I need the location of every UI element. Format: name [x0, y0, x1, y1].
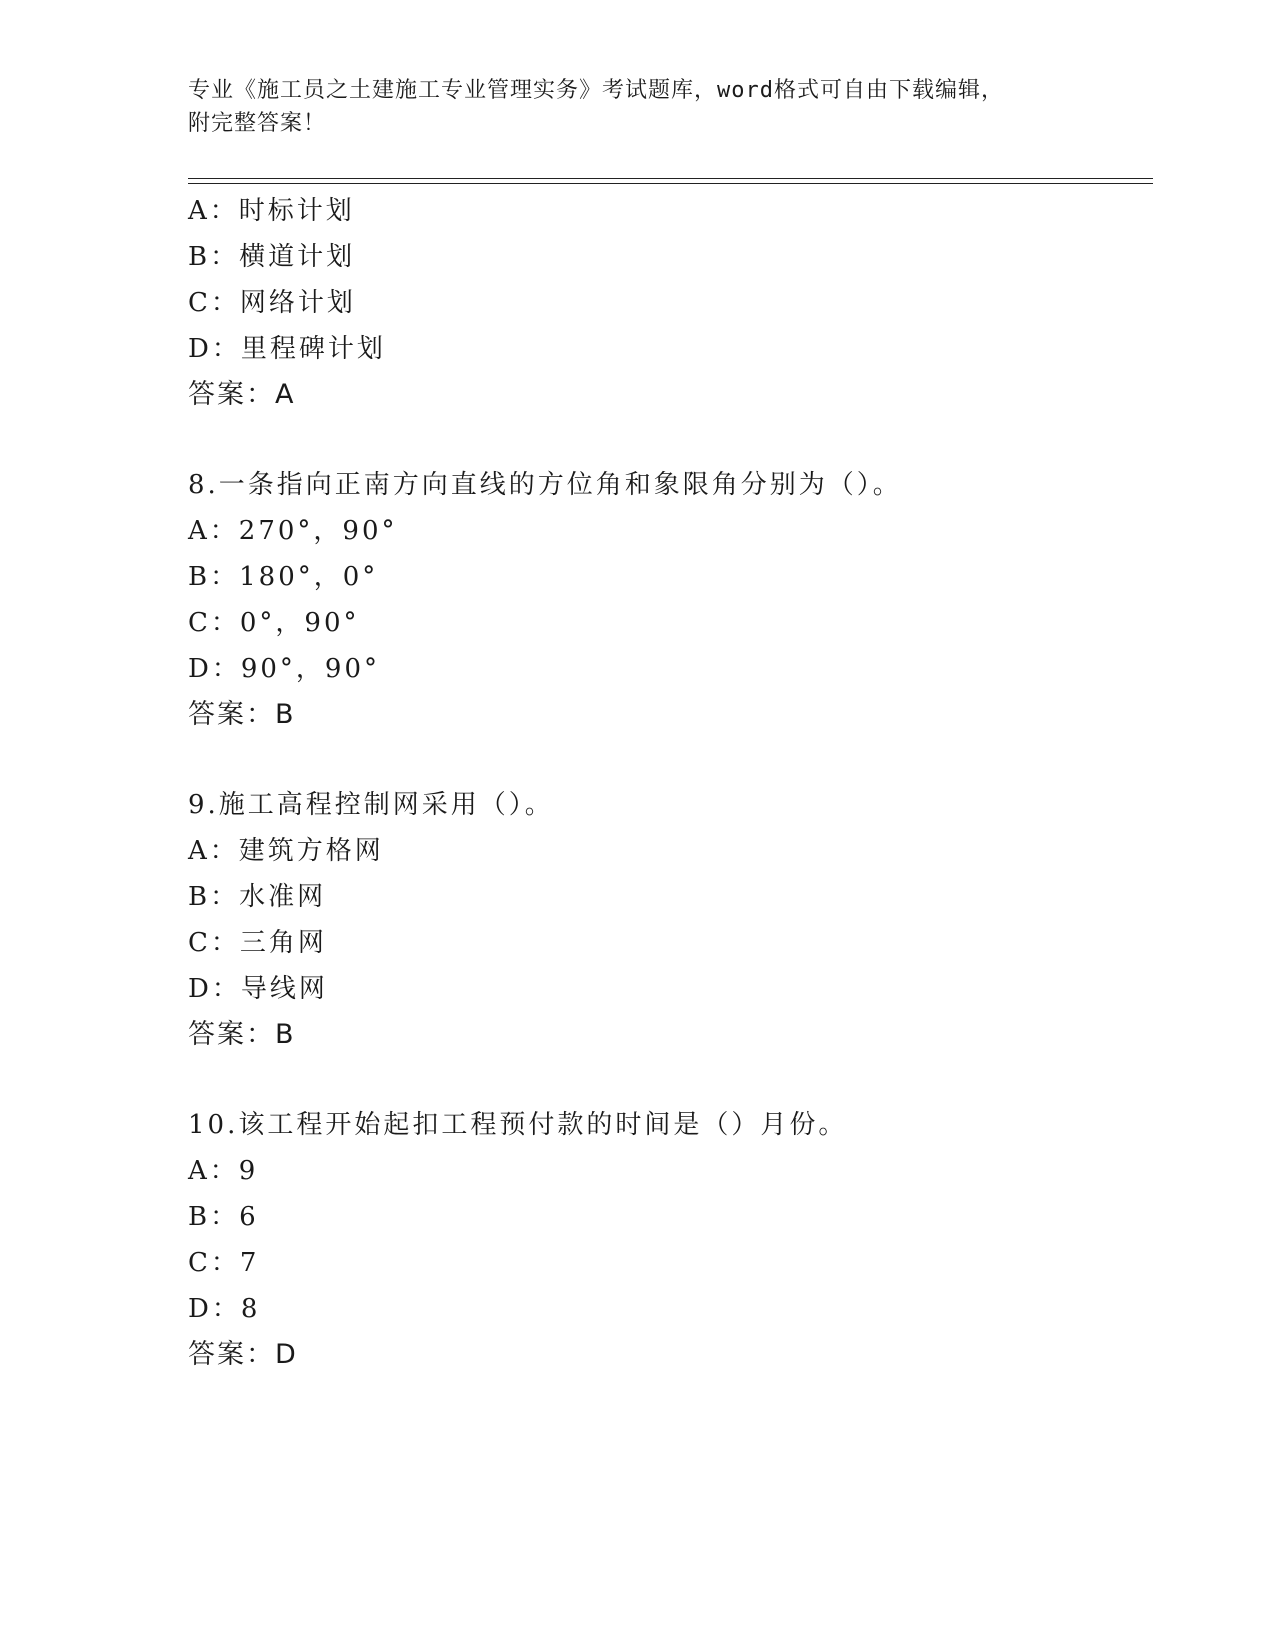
- option-a: A：建筑方格网: [188, 836, 384, 866]
- option-d: D：90°，90°: [188, 654, 381, 684]
- option-c: C：三角网: [188, 928, 327, 958]
- question-fragment: [188, 188, 1148, 418]
- option-b: B：水准网: [188, 882, 327, 912]
- header-divider-top: [188, 178, 1153, 179]
- option-c: C：0°，90°: [188, 608, 360, 638]
- header-line-2: 附完整答案！: [188, 111, 327, 136]
- question-10: [188, 1102, 1148, 1378]
- option-d: D：导线网: [188, 974, 328, 1004]
- option-b: B：6: [188, 1202, 259, 1232]
- document-header: [188, 74, 1088, 140]
- option-d: D：里程碑计划: [188, 334, 386, 364]
- question-9: [188, 782, 1148, 1058]
- question-stem: 9.施工高程控制网采用（）。: [188, 790, 554, 820]
- answer: 答案：A: [188, 379, 296, 410]
- option-d: D：8: [188, 1294, 261, 1324]
- header-divider-bottom: [188, 183, 1153, 184]
- option-c: C：7: [188, 1248, 260, 1278]
- answer: 答案：D: [188, 1339, 298, 1370]
- option-a: A：9: [188, 1156, 259, 1186]
- option-a: A：时标计划: [188, 196, 355, 226]
- option-b: B：横道计划: [188, 242, 356, 272]
- option-c: C：网络计划: [188, 288, 356, 318]
- question-list: [188, 188, 1148, 1378]
- question-stem: 8.一条指向正南方向直线的方位角和象限角分别为（）。: [188, 470, 902, 500]
- answer: 答案：B: [188, 699, 296, 730]
- question-stem: 10.该工程开始起扣工程预付款的时间是（）月份。: [188, 1110, 848, 1140]
- answer: 答案：B: [188, 1019, 296, 1050]
- header-line-1: 专业《施工员之土建施工专业管理实务》考试题库，word格式可自由下载编辑，: [188, 78, 1004, 103]
- option-b: B：180°，0°: [188, 562, 379, 592]
- option-a: A：270°，90°: [188, 516, 398, 546]
- question-8: [188, 462, 1148, 738]
